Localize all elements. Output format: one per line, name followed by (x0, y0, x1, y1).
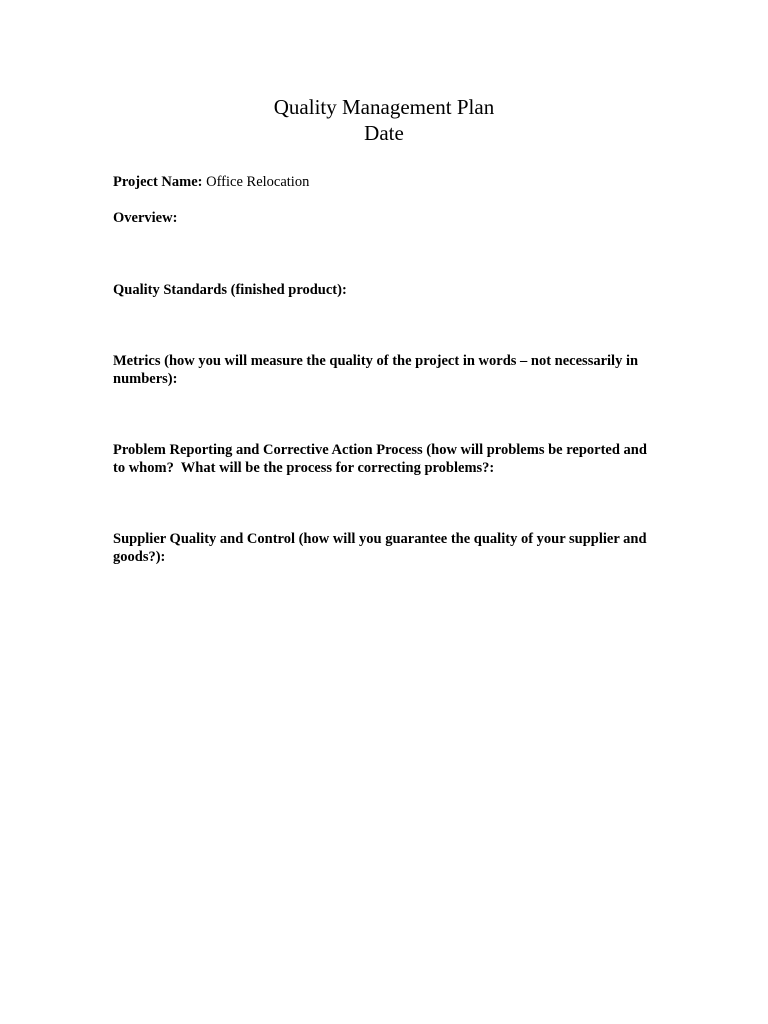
problem-reporting-heading: Problem Reporting and Corrective Action Process (how will problems be reported and to whom? What will be the process for correcting problems?: (113, 442, 651, 476)
quality-standards-heading: Quality Standards (finished product): (113, 282, 347, 298)
document-title: Quality Management Plan (273, 95, 495, 119)
overview-heading: Overview: (113, 210, 178, 226)
supplier-quality-heading: Supplier Quality and Control (how will you guarantee the quality of your supplier and goods?): (113, 531, 651, 565)
project-name-line (113, 173, 653, 191)
project-name-value: Office Relocation (206, 174, 310, 190)
metrics-heading: Metrics (how you will measure the quality of the project in words – not necessarily in numbers): (113, 353, 642, 387)
project-name-label: Project Name: (113, 174, 207, 190)
document-date: Date (364, 121, 404, 145)
